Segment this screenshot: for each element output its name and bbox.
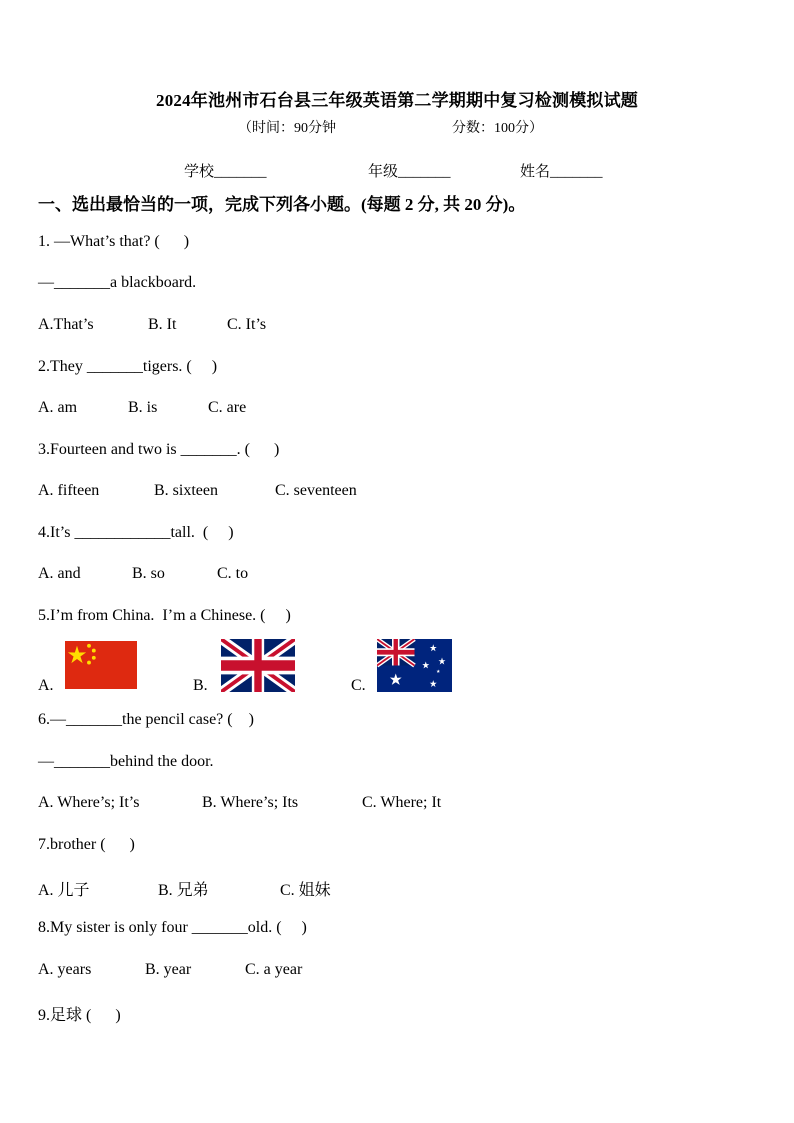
question-stem-answer-line: —_______behind the door. [38, 753, 214, 770]
option-b[interactable]: B. Where’s; Its [202, 794, 299, 811]
option-a[interactable]: A. years [38, 961, 92, 978]
option-c[interactable]: C. are [208, 399, 247, 416]
question-stem-answer-line: —_______a blackboard. [38, 274, 197, 291]
uk-flag-icon[interactable] [221, 639, 295, 692]
option-a[interactable]: A.That’s [38, 316, 94, 333]
page-title: 2024年池州市石台县三年级英语第二学期期中复习检测模拟试题 [156, 91, 638, 110]
option-b[interactable]: B. sixteen [154, 482, 218, 499]
exam-score: 分数：100分） [452, 121, 543, 136]
question-stem: 3.Fourteen and two is _______. ( ) [38, 441, 280, 458]
option-c[interactable]: C. to [217, 565, 249, 582]
option-a[interactable]: A. am [38, 399, 78, 416]
option-c[interactable]: C. Where; It [362, 794, 442, 811]
australia-flag-icon[interactable] [377, 639, 452, 692]
grade-field[interactable]: 年级_______ [368, 164, 451, 180]
option-a[interactable]: A. 儿子 [38, 882, 90, 899]
question-stem: 5.I’m from China. I’m a Chinese. ( ) [38, 607, 291, 624]
option-a[interactable]: A. and [38, 565, 81, 582]
option-b[interactable]: B. [193, 677, 208, 694]
section-heading: 一、选出最恰当的一项，完成下列各小题。(每题 2 分, 共 20 分)。 [38, 195, 526, 214]
question-stem: 6.—_______the pencil case? ( ) [38, 711, 254, 728]
question-stem: 7.brother ( ) [38, 836, 135, 853]
option-c[interactable]: C. [351, 677, 366, 694]
option-b[interactable]: B. year [145, 961, 192, 978]
option-c[interactable]: C. 姐妹 [280, 882, 331, 899]
china-flag-icon[interactable] [65, 639, 137, 691]
option-b[interactable]: B. 兄弟 [158, 882, 209, 899]
option-a[interactable]: A. [38, 677, 54, 694]
option-b[interactable]: B. It [148, 316, 177, 333]
option-c[interactable]: C. It’s [227, 316, 267, 333]
exam-time: （时间：90分钟 [238, 121, 336, 136]
option-a[interactable]: A. fifteen [38, 482, 100, 499]
question-stem: 9.足球 ( ) [38, 1007, 121, 1024]
option-c[interactable]: C. seventeen [275, 482, 357, 499]
school-field[interactable]: 学校_______ [184, 164, 267, 180]
option-b[interactable]: B. so [132, 565, 165, 582]
option-c[interactable]: C. a year [245, 961, 303, 978]
question-stem: 2.They _______tigers. ( ) [38, 358, 218, 375]
question-stem: 4.It’s ____________tall. ( ) [38, 524, 234, 541]
option-b[interactable]: B. is [128, 399, 158, 416]
name-field[interactable]: 姓名_______ [520, 164, 603, 180]
question-stem: 1. —What’s that? ( ) [38, 233, 190, 250]
question-stem: 8.My sister is only four _______old. ( ) [38, 919, 307, 936]
option-a[interactable]: A. Where’s; It’s [38, 794, 140, 811]
